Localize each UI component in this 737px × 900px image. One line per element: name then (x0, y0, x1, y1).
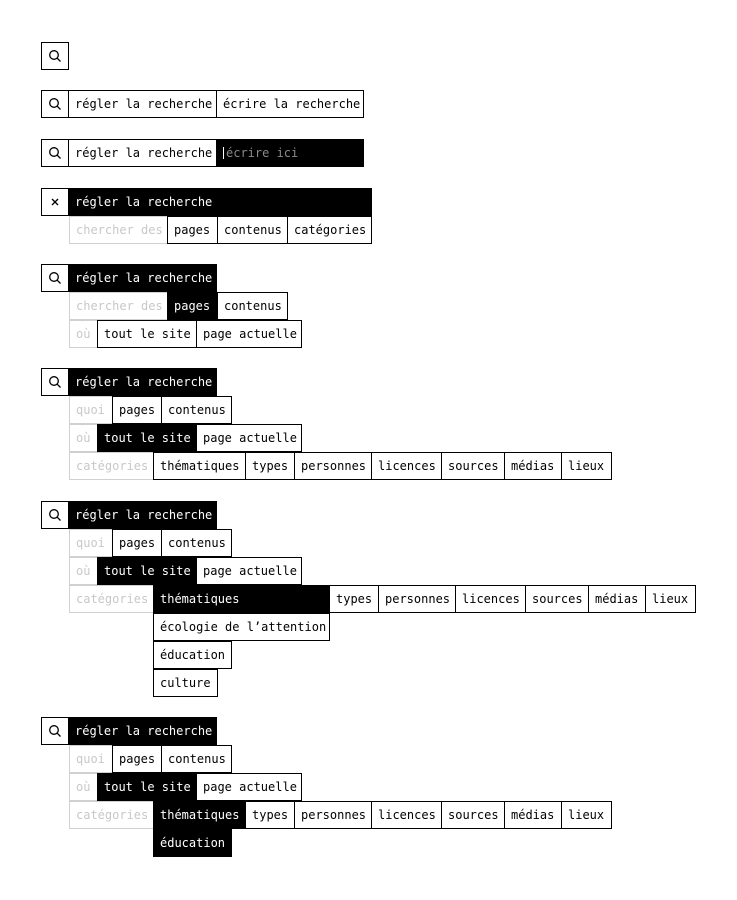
option-licences[interactable]: licences (455, 585, 526, 613)
search-scope-label: chercher des (69, 216, 168, 244)
option-sources[interactable]: sources (441, 801, 505, 829)
option-categories[interactable]: catégories (287, 216, 372, 244)
search-icon (48, 271, 62, 285)
option-personnes[interactable]: personnes (294, 801, 372, 829)
settings-button[interactable]: régler la recherche (68, 188, 372, 216)
search-toggle-button[interactable] (41, 501, 69, 529)
close-icon (48, 195, 62, 209)
option-types[interactable]: types (245, 452, 295, 480)
option-pages[interactable]: pages (112, 396, 162, 424)
location-label: où (69, 773, 98, 801)
search-icon (48, 724, 62, 738)
option-tout-le-site[interactable]: tout le site (97, 557, 197, 585)
search-scope-label: chercher des (69, 292, 168, 320)
option-pages[interactable]: pages (112, 529, 162, 557)
location-label: où (69, 320, 98, 348)
settings-button[interactable]: régler la recherche (68, 368, 217, 396)
search-toggle-button[interactable] (41, 368, 69, 396)
search-toggle-button[interactable] (41, 717, 69, 745)
option-tout-le-site[interactable]: tout le site (97, 773, 197, 801)
text-caret (223, 147, 224, 159)
option-pages[interactable]: pages (112, 745, 162, 773)
settings-button[interactable]: régler la recherche (68, 717, 217, 745)
option-licences[interactable]: licences (371, 801, 442, 829)
close-button[interactable] (41, 188, 69, 216)
option-sources[interactable]: sources (525, 585, 589, 613)
option-medias[interactable]: médias (504, 801, 562, 829)
location-label: où (69, 557, 98, 585)
categories-label: catégories (69, 801, 154, 829)
search-toggle-button[interactable] (41, 90, 69, 118)
search-toggle-button[interactable] (41, 42, 69, 70)
theme-culture[interactable]: culture (153, 669, 218, 697)
theme-education[interactable]: éducation (153, 829, 232, 857)
categories-label: catégories (69, 452, 154, 480)
option-tout-le-site[interactable]: tout le site (97, 320, 197, 348)
search-icon (48, 97, 62, 111)
option-thematiques[interactable]: thématiques (153, 452, 246, 480)
option-personnes[interactable]: personnes (378, 585, 456, 613)
search-toggle-button[interactable] (41, 264, 69, 292)
option-page-actuelle[interactable]: page actuelle (196, 424, 302, 452)
search-icon (48, 146, 62, 160)
option-thematiques[interactable]: thématiques (153, 801, 246, 829)
what-label: quoi (69, 396, 113, 424)
option-tout-le-site[interactable]: tout le site (97, 424, 197, 452)
option-pages[interactable]: pages (167, 216, 218, 244)
option-page-actuelle[interactable]: page actuelle (196, 557, 302, 585)
search-icon (48, 375, 62, 389)
option-contenus[interactable]: contenus (217, 292, 288, 320)
search-toggle-button[interactable] (41, 139, 69, 167)
option-lieux[interactable]: lieux (645, 585, 696, 613)
location-label: où (69, 424, 98, 452)
option-types[interactable]: types (329, 585, 379, 613)
option-medias[interactable]: médias (588, 585, 646, 613)
search-input-placeholder: écrire ici (226, 146, 299, 160)
option-page-actuelle[interactable]: page actuelle (196, 320, 302, 348)
option-sources[interactable]: sources (441, 452, 505, 480)
option-lieux[interactable]: lieux (561, 452, 612, 480)
settings-button[interactable]: régler la recherche (68, 264, 217, 292)
option-pages[interactable]: pages (167, 292, 218, 320)
option-contenus[interactable]: contenus (161, 396, 232, 424)
search-input[interactable] (216, 139, 364, 167)
option-licences[interactable]: licences (371, 452, 442, 480)
option-contenus[interactable]: contenus (161, 745, 232, 773)
search-icon (48, 49, 62, 63)
settings-button[interactable]: régler la recherche (68, 501, 217, 529)
categories-label: catégories (69, 585, 154, 613)
write-search-button[interactable]: écrire la recherche (216, 90, 364, 118)
theme-ecologie-attention[interactable]: écologie de l’attention (153, 613, 330, 641)
option-thematiques[interactable]: thématiques (153, 585, 330, 613)
option-lieux[interactable]: lieux (561, 801, 612, 829)
settings-button[interactable]: régler la recherche (68, 90, 217, 118)
option-personnes[interactable]: personnes (294, 452, 372, 480)
search-icon (48, 508, 62, 522)
theme-education[interactable]: éducation (153, 641, 232, 669)
option-types[interactable]: types (245, 801, 295, 829)
option-contenus[interactable]: contenus (217, 216, 288, 244)
option-contenus[interactable]: contenus (161, 529, 232, 557)
what-label: quoi (69, 529, 113, 557)
option-medias[interactable]: médias (504, 452, 562, 480)
what-label: quoi (69, 745, 113, 773)
settings-button[interactable]: régler la recherche (68, 139, 217, 167)
option-page-actuelle[interactable]: page actuelle (196, 773, 302, 801)
